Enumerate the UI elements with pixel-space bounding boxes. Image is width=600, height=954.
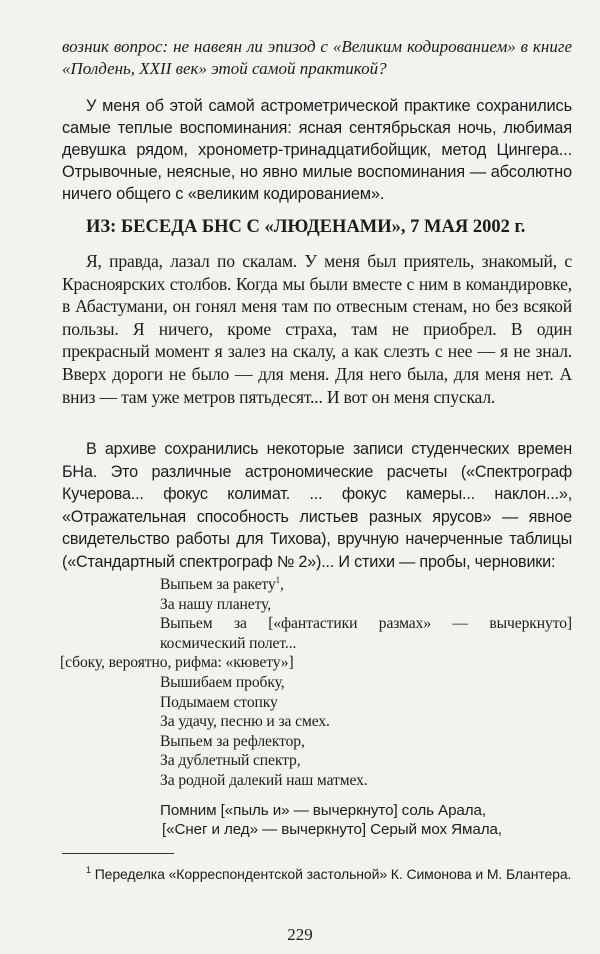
- poem-line: Вышибаем пробку,: [160, 673, 285, 691]
- footnote: [62, 864, 572, 884]
- poem-line: Выпьем за [«фантастики размах» — вычеркнуто] космический полет...: [160, 615, 572, 652]
- poem-line: За дублетный спектр,: [160, 752, 301, 770]
- page-number: 229: [287, 925, 313, 944]
- poem-draft: [60, 575, 572, 840]
- poem-line: Помним [«пыль и» — вычеркнуто] соль Арала,: [160, 801, 487, 819]
- poem-line: Подымаем стопку: [160, 693, 278, 711]
- poem-line: [«Снег и лед» — вычеркнуто] Серый мох Ямала,: [162, 821, 502, 839]
- footnote-mark: 1: [86, 865, 91, 875]
- poem-line: Выпьем за рефлектор,: [160, 732, 305, 750]
- intro-italic-text: возник вопрос: не навеян ли эпизод с «Великим кодированием» в книге «Полдень, XXII век» этой самой практикой?: [62, 37, 572, 78]
- stanza-gap: [160, 791, 572, 801]
- footnote-text: Переделка «Корреспондентской застольной» К. Симонова и М. Блантера.: [94, 866, 572, 882]
- poem-line: За нашу планету,: [160, 595, 272, 613]
- section-heading: ИЗ: БЕСЕДА БНС С «ЛЮДЕНАМИ», 7 МАЯ 2002 г.: [86, 217, 526, 237]
- footnote-reference: 1: [275, 575, 281, 585]
- poem-margin-note: [сбоку, вероятно, рифма: «кювету»]: [60, 654, 294, 672]
- paragraph-astrometric-memories: У меня об этой самой астрометрической практике сохранились самые теплые воспоминания: ясная сентябрьская ночь, любимая девушка рядом, хронометр-тринадцатибойщик, метод Цингера... Отрывочные, неясные, но явно милые воспоминания — абсолютно ничего общего с «великим кодированием».: [62, 97, 572, 203]
- paragraph-archive-notes: В архиве сохранились некоторые записи студенческих времен БНа. Это различные астрономические расчеты («Спектрограф Кучерова... фокус колимат. ... фокус камеры... наклон...», «Отражательная способность листьев разных ярусов» — явное свидетельство работы для Тихова), вручную начерченные таблицы («Стандартный спектрограф № 2»)... И стихи — пробы, черновики:: [62, 440, 572, 571]
- poem-line: За родной далекий наш матмех.: [160, 771, 368, 789]
- poem-line: За удачу, песню и за смех.: [160, 713, 330, 731]
- footnote-divider: [62, 853, 174, 854]
- poem-line: Выпьем за ракету$^1$,: [160, 575, 284, 593]
- paragraph-rock-climbing: Я, правда, лазал по скалам. У меня был приятель, знакомый, с Красноярских столбов. Когда мы были вместе с ним в командировке, в Абастумани, он гонял меня там по отвесным стенам, но без всякой пользы. Я ничего, кроме страха, там не приобрел. В один прекрасный момент я залез на скалу, а как слезть с нее — я не знал. Вверх дороги не было — для меня. Для него была, для меня нет. А вниз — там уже метров пятьдесят... И вот он меня спускал.: [62, 251, 572, 407]
